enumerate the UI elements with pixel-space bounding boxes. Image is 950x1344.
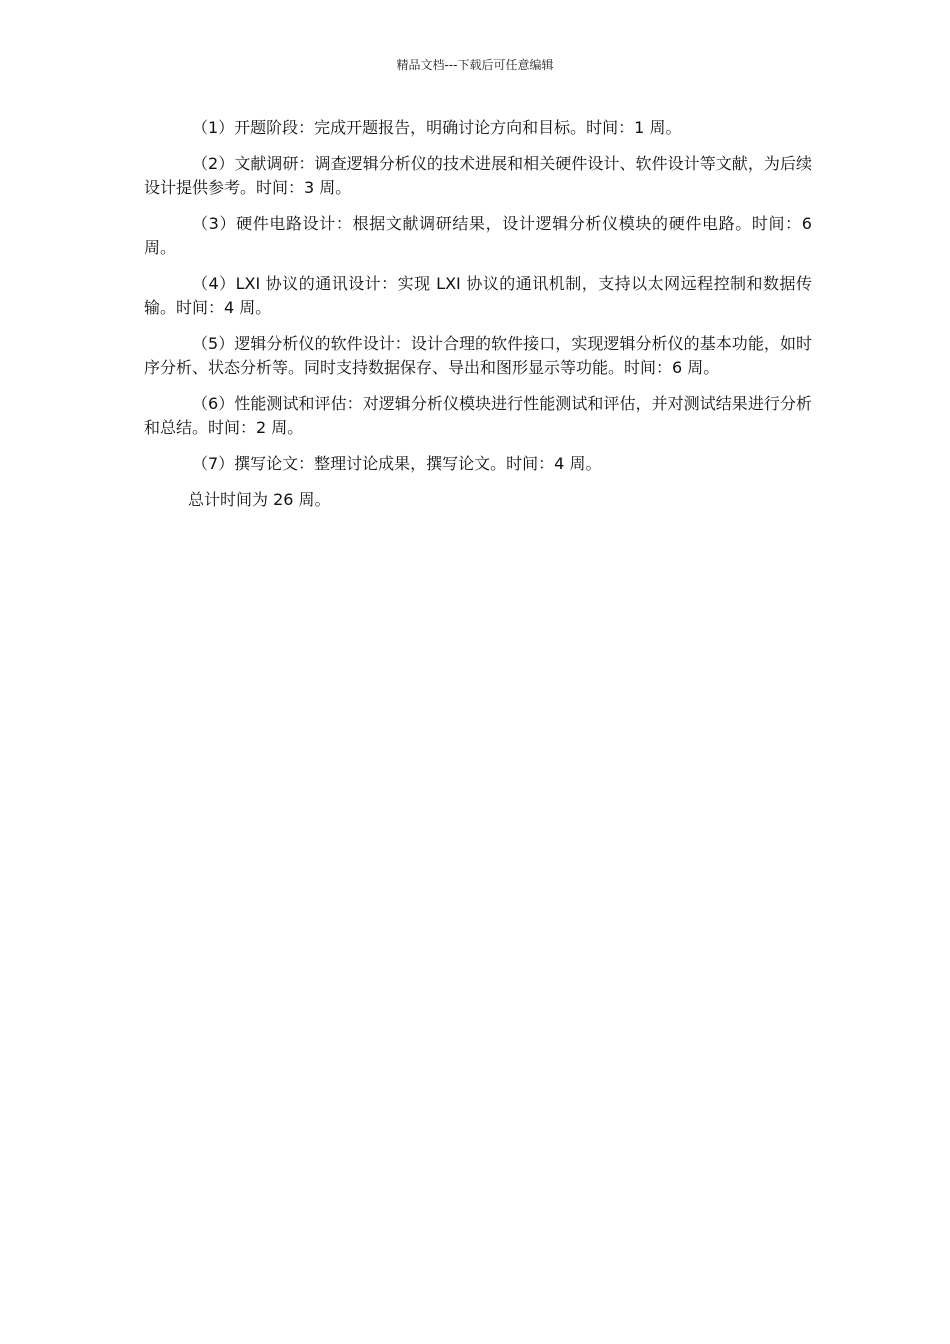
paragraph-total-time: 总计时间为 26 周。 — [188, 490, 331, 509]
paragraph-stage-7: （7）撰写论文：整理讨论成果，撰写论文。时间：4 周。 — [192, 454, 602, 473]
paragraph-stage-5: （5）逻辑分析仪的软件设计：设计合理的软件接口，实现逻辑分析仪的基本功能，如时序分析、状态分析等。同时支持数据保存、导出和图形显示等功能。时间：6 周。 — [144, 334, 812, 377]
paragraph-stage-6: （6）性能测试和评估：对逻辑分析仪模块进行性能测试和评估，并对测试结果进行分析和总结。时间：2 周。 — [144, 394, 812, 437]
paragraph-stage-3: （3）硬件电路设计：根据文献调研结果，设计逻辑分析仪模块的硬件电路。时间：6 周。 — [144, 214, 812, 257]
document-body — [144, 116, 812, 524]
page-header: 精品文档---下载后可任意编辑 — [396, 58, 554, 72]
paragraph-stage-2: （2）文献调研：调查逻辑分析仪的技术进展和相关硬件设计、软件设计等文献，为后续设计提供参考。时间：3 周。 — [144, 154, 812, 197]
paragraph-stage-1: （1）开题阶段：完成开题报告，明确讨论方向和目标。时间：1 周。 — [192, 118, 682, 137]
paragraph-stage-4: （4）LXI 协议的通讯设计：实现 LXI 协议的通讯机制，支持以太网远程控制和数据传输。时间：4 周。 — [144, 274, 812, 317]
